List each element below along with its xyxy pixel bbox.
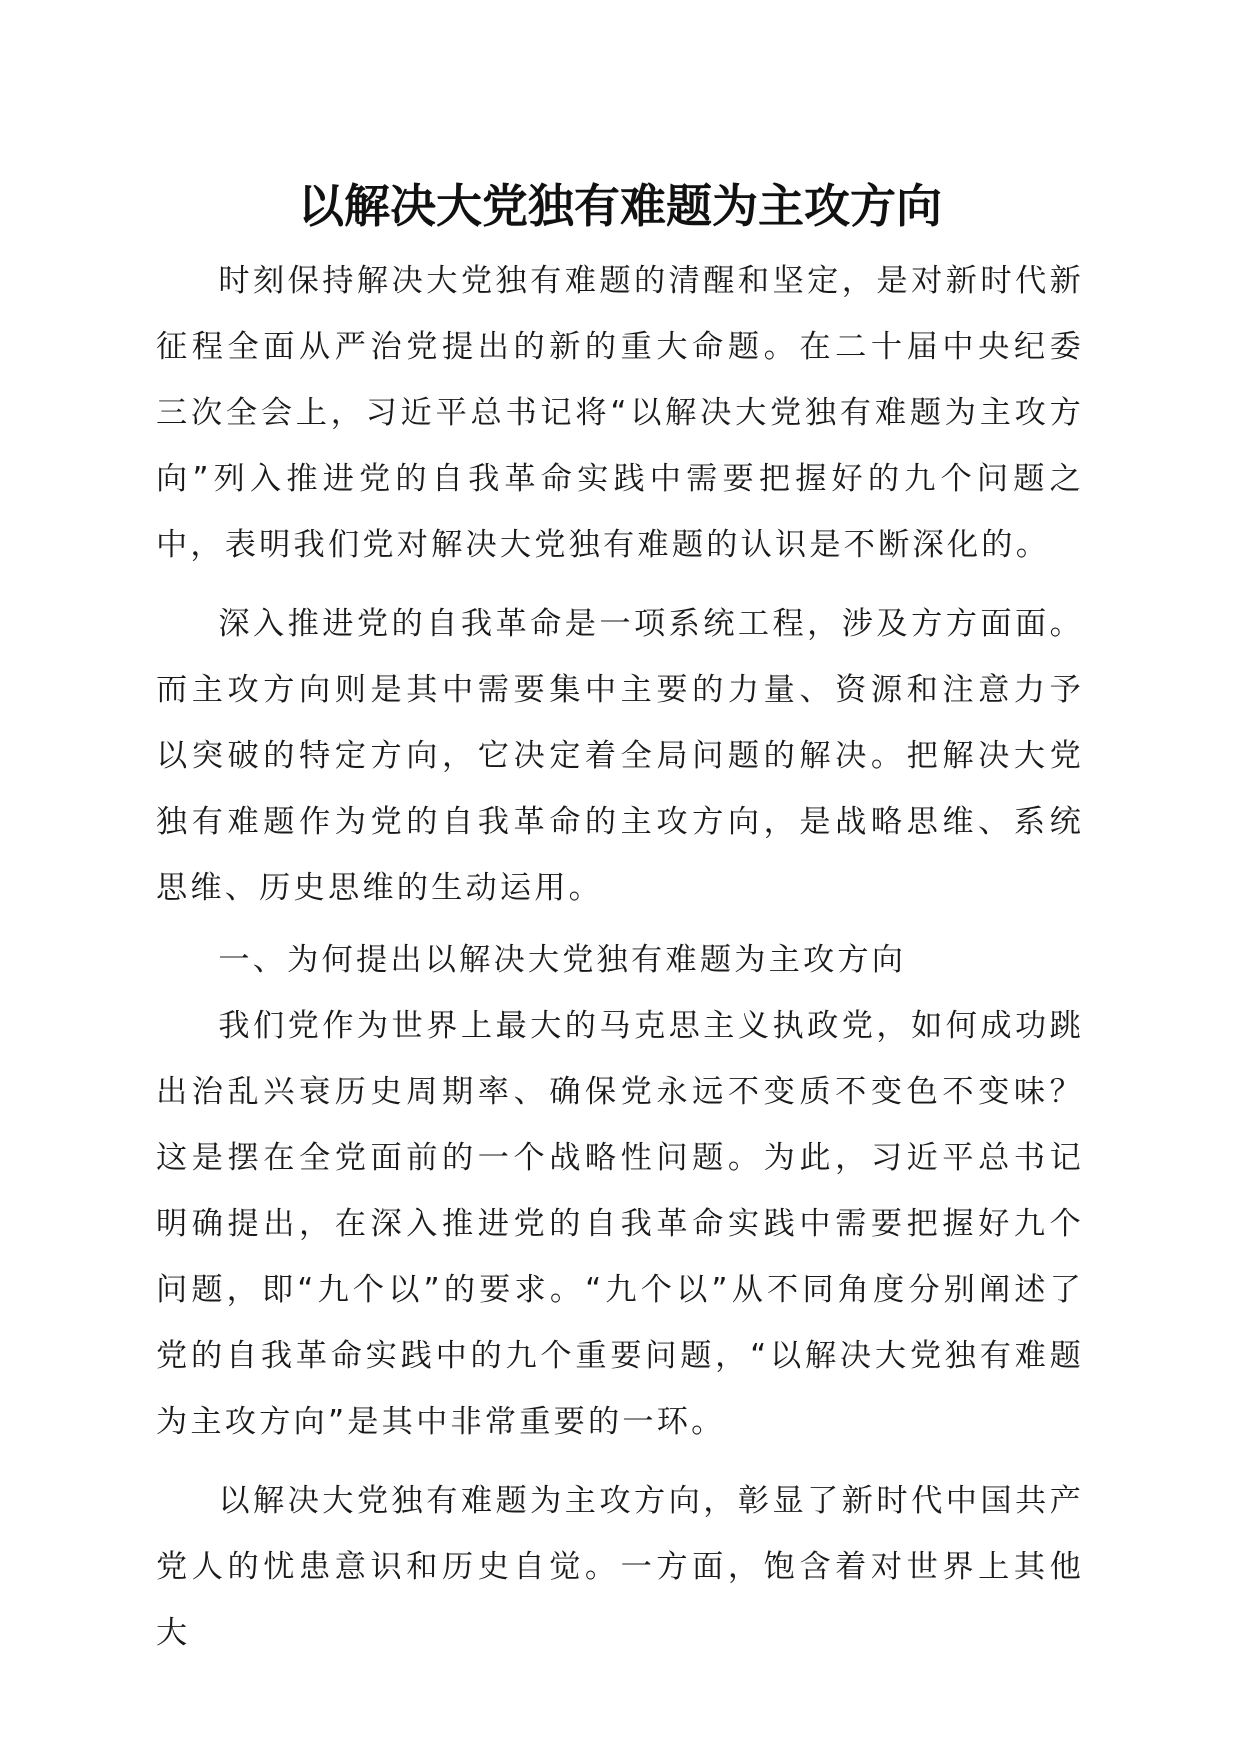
document-body <box>156 248 1084 1666</box>
paragraph-intro: 时刻保持解决大党独有难题的清醒和坚定，是对新时代新征程全面从严治党提出的新的重大命题。在二十届中央纪委三次全会上，习近平总书记将“以解决大党独有难题为主攻方向”列入推进党的自我革命实践中需要把握好的九个问题之中，表明我们党对解决大党独有难题的认识是不断深化的。 <box>156 263 1084 563</box>
document-title: 以解决大党独有难题为主攻方向 <box>298 179 942 233</box>
section-heading-1: 一、为何提出以解决大党独有难题为主攻方向 <box>218 942 907 978</box>
paragraph-significance: 以解决大党独有难题为主攻方向，彰显了新时代中国共产党人的忧患意识和历史自觉。一方面，饱含着对世界上其他大 <box>156 1483 1084 1651</box>
paragraph-why: 我们党作为世界上最大的马克思主义执政党，如何成功跳出治乱兴衰历史周期率、确保党永远不变质不变色不变味？这是摆在全党面前的一个战略性问题。为此，习近平总书记明确提出，在深入推进党的自我革命实践中需要把握好九个问题，即“九个以”的要求。“九个以”从不同角度分别阐述了党的自我革命实践中的九个重要问题，“以解决大党独有难题为主攻方向”是其中非常重要的一环。 <box>156 1008 1084 1440</box>
paragraph-system-engineering: 深入推进党的自我革命是一项系统工程，涉及方方面面。而主攻方向则是其中需要集中主要的力量、资源和注意力予以突破的特定方向，它决定着全局问题的解决。把解决大党独有难题作为党的自我革命的主攻方向，是战略思维、系统思维、历史思维的生动运用。 <box>156 606 1084 906</box>
